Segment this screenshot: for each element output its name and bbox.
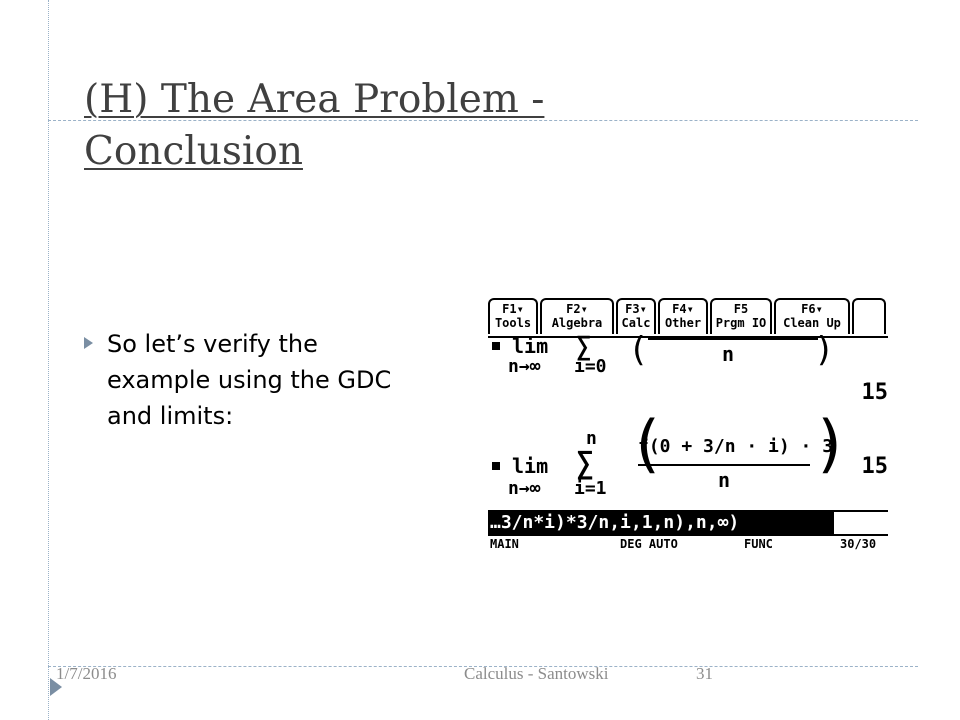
entry-line: [488, 510, 888, 536]
history-bullet-2: [492, 462, 500, 470]
bullet-text: So let’s verify the example using the GDC and limits:: [107, 330, 392, 430]
menu-f1: [488, 298, 538, 334]
menu-f2-label: Algebra: [551, 316, 603, 330]
calculator-screenshot: [488, 298, 888, 550]
status-angle: DEG AUTO: [620, 537, 678, 551]
menu-f6-label: Clean Up: [783, 316, 841, 330]
history-2-result: 15: [861, 454, 888, 479]
menu-f6: [774, 298, 850, 334]
history-1-sum-lower: i=0: [574, 356, 607, 377]
menu-f5-key: F5: [733, 302, 749, 316]
status-count: 30/30: [840, 537, 877, 551]
history-2-sigma: ∑: [576, 446, 595, 481]
history-1-denominator: n: [722, 342, 735, 366]
history-bullet-1: [492, 342, 500, 350]
footer-date: 1/7/2016: [56, 664, 117, 683]
menu-f3: [616, 298, 656, 334]
menu-f3-label: Calc: [621, 316, 651, 330]
status-mode: MAIN: [490, 537, 519, 551]
history-1-result: 15: [861, 380, 888, 405]
history-1-sub: n→∞: [508, 356, 541, 377]
history-1-open-bracket: (: [628, 330, 649, 370]
menu-f4: [658, 298, 708, 334]
bullet-item: [84, 326, 404, 434]
menu-f6-key: F6▾: [801, 302, 823, 316]
history-2-close-bracket: ): [812, 407, 850, 480]
footer-title: Calculus - Santowski: [464, 664, 609, 683]
status-bar: [488, 534, 888, 552]
entry-line-text: …3/n*i)*3/n,i,1,n),n,∞): [488, 512, 834, 536]
menu-blank: [852, 298, 886, 334]
menu-f3-key: F3▾: [625, 302, 647, 316]
history-1-sigma: ∑: [576, 332, 592, 362]
menu-f5: [710, 298, 772, 334]
slide-title: (H) The Area Problem - Conclusion: [84, 77, 545, 174]
menu-f4-key: F4▾: [672, 302, 694, 316]
history-2-sum-lower: i=1: [574, 478, 607, 499]
history-2-numerator: f(0 + 3/n · i) · 3: [638, 436, 834, 457]
history-2-lim: lim: [512, 454, 549, 478]
triangle-bullet-icon: [84, 337, 93, 349]
history-2-fraction-bar: [638, 464, 810, 466]
history-1-fraction-bar: [648, 338, 818, 340]
menu-f1-label: Tools: [494, 316, 532, 330]
left-guide-line: [48, 0, 49, 720]
menu-f4-label: Other: [664, 316, 702, 330]
menu-f1-key: F1▾: [502, 302, 524, 316]
menu-f2: [540, 298, 614, 334]
history-1-close-bracket: ): [814, 330, 835, 370]
history-2-open-bracket: (: [628, 407, 666, 480]
slide-number: 31: [696, 664, 713, 683]
history-1-lim: lim: [512, 334, 549, 358]
history-2-denominator: n: [718, 468, 731, 492]
history-2-sum-upper: n: [586, 428, 597, 449]
menu-f2-key: F2▾: [566, 302, 588, 316]
history-2-sub: n→∞: [508, 478, 541, 499]
menu-f5-label: Prgm IO: [715, 316, 767, 330]
status-graph: FUNC: [744, 537, 773, 551]
